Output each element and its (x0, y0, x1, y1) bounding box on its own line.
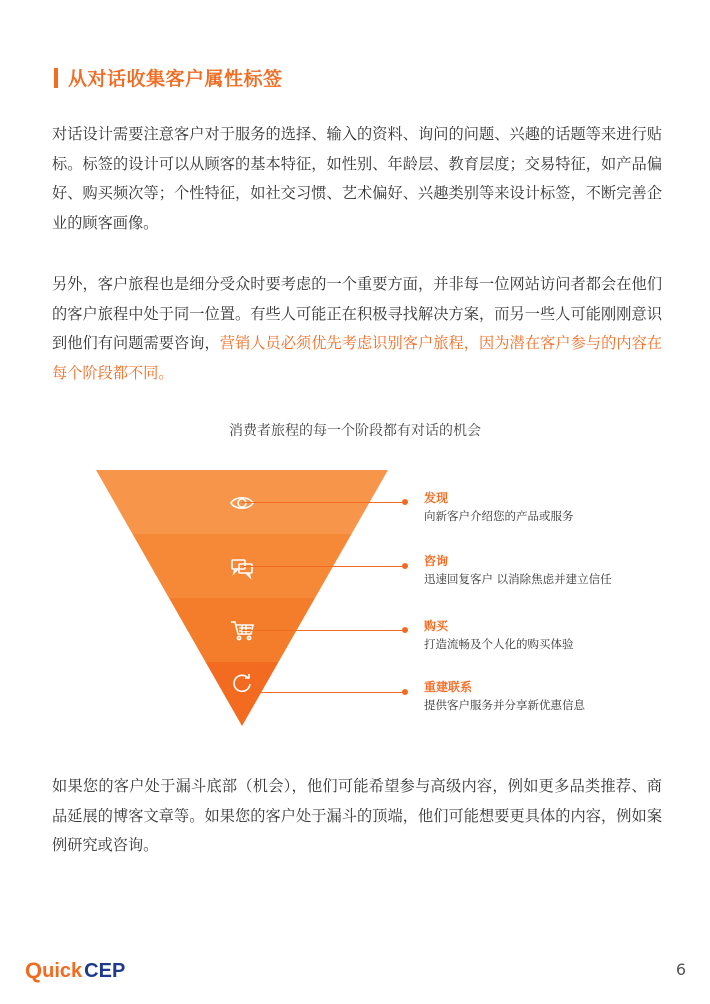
chat-icon (229, 554, 255, 580)
callout-dot-purchase (402, 627, 408, 633)
stage-desc-purchase: 打造流畅及个人化的购买体验 (424, 637, 574, 651)
stage-title-discover: 发现 (424, 491, 449, 505)
logo-cep: CEP (84, 959, 126, 982)
callout-discover (424, 489, 574, 525)
logo-q: Q (25, 958, 43, 983)
journey-funnel (96, 470, 388, 726)
stage-title-purchase: 购买 (424, 619, 449, 633)
cart-icon (229, 617, 255, 643)
stage-title-inquire: 咨询 (424, 554, 449, 568)
refresh-icon (229, 670, 255, 696)
callout-dot-inquire (402, 563, 408, 569)
logo-uick: uick (42, 959, 83, 982)
stage-title-reconnect: 重建联系 (424, 680, 473, 694)
paragraph-tags: 对话设计需要注意客户对于服务的选择、输入的资料、询问的问题、兴趣的话题等来进行贴标。标签的设计可以从顾客的基本特征，如性别、年龄层、教育层度；交易特征，如产品偏好、购买频次等；个性特征，如社交习惯、艺术偏好、兴趣类别等来设计标签，不断完善企业的顾客画像。 (52, 125, 662, 232)
heading-title: 从对话收集客户属性标签 (68, 68, 283, 90)
callout-inquire (424, 552, 612, 588)
callout-reconnect (424, 678, 585, 714)
callout-dot-discover (402, 499, 408, 505)
callout-dot-reconnect (402, 689, 408, 695)
quickcep-logo (25, 958, 125, 984)
paragraph-funnel-content: 如果您的客户处于漏斗底部（机会），他们可能希望参与高级内容，例如更多品类推荐、商品延展的博客文章等。如果您的客户处于漏斗的顶端，他们可能想要更具体的内容，例如案例研究或咨询。 (52, 777, 662, 854)
callout-purchase (424, 617, 574, 653)
funnel-title: 消费者旅程的每一个阶段都有对话的机会 (229, 423, 481, 439)
stage-desc-reconnect: 提供客户服务并分享新优惠信息 (424, 698, 585, 712)
eye-icon (229, 490, 255, 516)
page-number: 6 (675, 960, 686, 979)
stage-desc-inquire: 迅速回复客户 以消除焦虑并建立信任 (424, 572, 612, 586)
heading-accent-bar (54, 68, 58, 88)
paragraph-journey-highlight: 营销人员必须优先考虑识别客户旅程，因为潜在客户参与的内容在每个阶段都不同。 (52, 334, 663, 382)
section-heading (54, 64, 283, 91)
stage-desc-discover: 向新客户介绍您的产品或服务 (424, 509, 574, 523)
paragraph-journey-text: 另外，客户旅程也是细分受众时要考虑的一个重要方面，并非每一位网站访问者都会在他们的客户旅程中处于同一位置。有些人可能正在积极寻找解决方案，而另一些人可能刚刚意识到他们有问题需要咨询， (52, 275, 662, 352)
paragraph-journey (52, 270, 662, 388)
